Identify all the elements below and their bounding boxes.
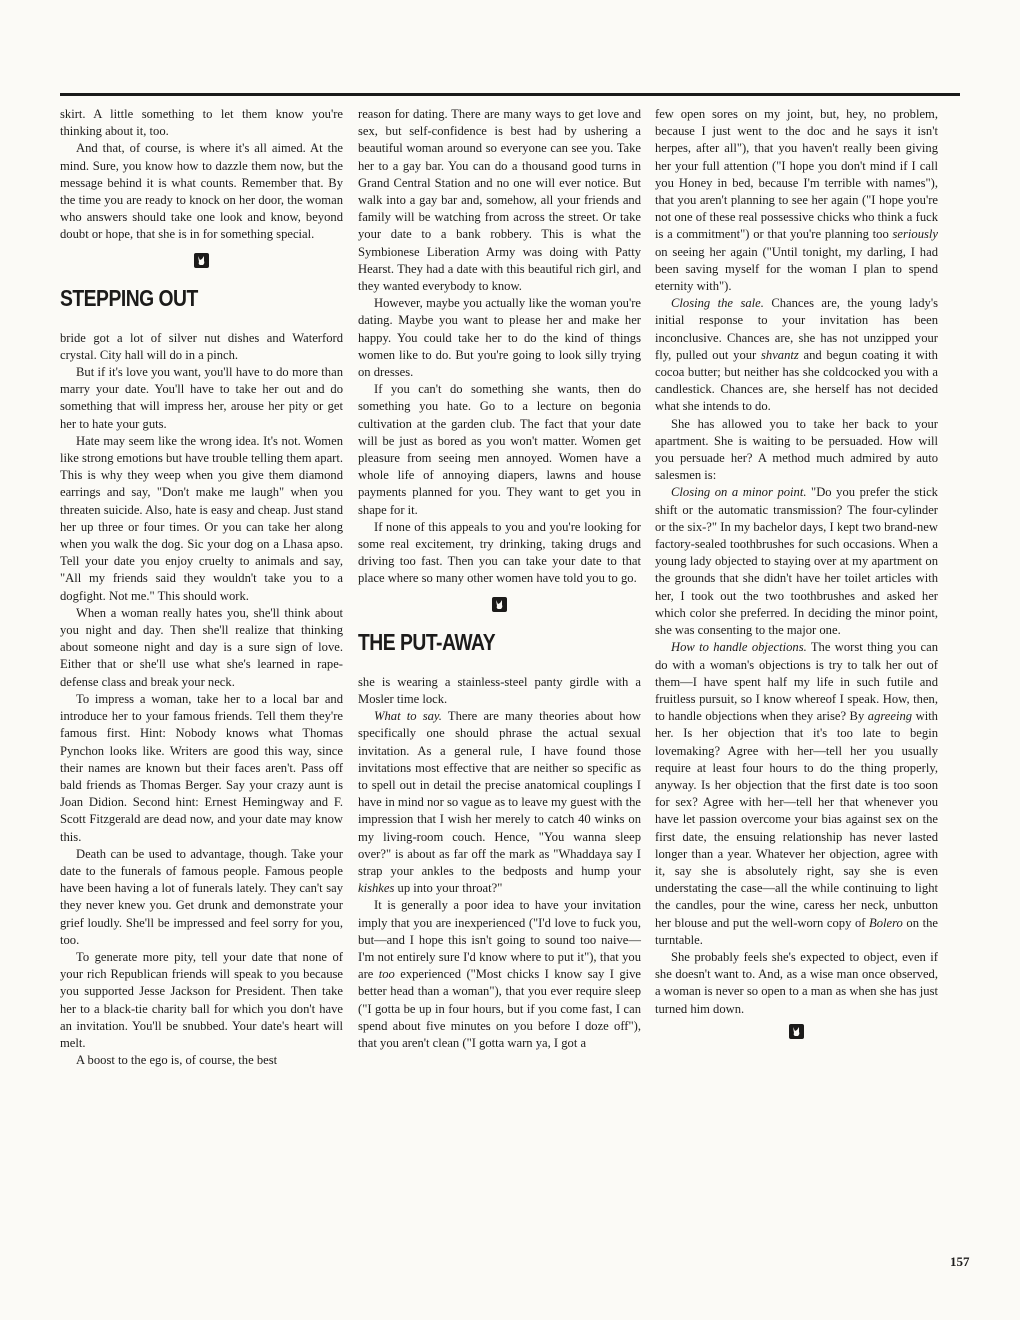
section-heading: THE PUT-AWAY xyxy=(358,628,496,655)
paragraph: But if it's love you want, you'll have to do more than marry your date. You'll have to take her out and do something that will impress her, arouse her pity or get her to hate your guts. xyxy=(60,365,343,431)
top-rule xyxy=(60,93,960,96)
run-in-heading: Closing the sale. xyxy=(671,296,764,311)
rabbit-head-icon xyxy=(789,1024,804,1039)
paragraph xyxy=(358,897,641,1052)
column-1 xyxy=(60,106,343,1069)
italic-word: seriously xyxy=(892,227,938,242)
italic-word: kishkes xyxy=(358,881,395,896)
paragraph: Hate may seem like the wrong idea. It's not. Women like strong emotions but have trouble telling them apart. This is why they weep when you give them diamond earrings and say, "Don't make me laugh" when you threaten suicide. Also, hate is easy and cheap. Just stand her up three or four times. Or you can take her along when you walk the dog. Sic your dog on a Lhasa apso. Tell your date you enjoy cruelty to animals and say, "All my friends said they wouldn't take you to a dogfight. Not me." This should work. xyxy=(60,433,343,603)
paragraph: she is wearing a stainless-steel panty girdle with a Mosler time lock. xyxy=(358,674,641,706)
text-run: "Do you prefer the stick shift or the automatic transmission? The four-cylinder or the six-?" In my bachelor days, I kept two brand-new factory-sealed toothbrushes for such occasions. When a young lady objected to staying over at my apartment on the grounds that she didn't have her toilet articles with her, I took out the two toothbrushes and asked her which color she preferred. In deciding the minor point, she was consenting to the major one. xyxy=(655,485,938,638)
paragraph: skirt. A little something to let them know you're thinking about it, too. xyxy=(60,107,343,139)
text-run: The worst thing you can do with a woman's objections is try to talk her out of them—I have spent half my life in such futile and fruitless pursuit, so I know whereof I speak. How, then, to handle objections when they arise? By xyxy=(655,640,938,724)
text-run: on seeing her again ("Until tonight, my darling, I had been saving myself for the woman I plan to spend eternity with"). xyxy=(655,244,938,294)
text-run: experienced ("Most chicks I know say I give better head than a woman"), that you ever require sleep ("I gotta be up in four hours, but if you come fast, I can spend about five minutes on you before I doze off"), that you aren't clean ("I gotta warn ya, I got a xyxy=(358,967,641,1050)
paragraph: However, maybe you actually like the woman you're dating. Maybe you want to please her and make her happy. You could take her to do the kind of things women like to do. But you're going to look silly trying on dresses. xyxy=(358,296,641,380)
paragraph: If you can't do something she wants, then do something you hate. Go to a lecture on begonia cultivation at the garden club. The fact that your date will be just as bored as you won't matter. Women get pleasure from seeing men annoyed. Women have a whole life of annoying diapers, lawns and house payments planned for you. They want to get you in shape for it. xyxy=(358,382,641,517)
italic-word: agreeing xyxy=(867,709,913,724)
column-2 xyxy=(358,106,641,1052)
rabbit-head-icon xyxy=(194,253,209,268)
text-run: few open sores on my joint, but, hey, no problem, because I just went to the doc and he says it isn't herpes, after all"), that you haven't really been giving her your full attention ("I hope you don't mind if I call you Honey in bed, because I'm terrible with names"), that you aren't planning to see her again ("I hope you're not one of these real possessive chicks who think a fuck is a commitment") or that you're planning too xyxy=(655,107,938,242)
page-number: 157 xyxy=(950,1254,970,1269)
text-run: with her. Is her objection that it's too late to begin lovemaking? Agree with her—tell her you usually require at least four hours to do the thing properly, anyway. Is her objection that the first date is too soon for sex? Agree with her—tell her that whenever you have let passion overcome your bias against sex on the first date, the ensuing relationship has never lasted longer than a year. Whatever her objection, agree with it, say she is absolutely right, say she is even understating the case—all the while continuing to light the candles, pour the wine, caress her neck, unbutton her blouse and put the well-worn copy of xyxy=(655,709,938,930)
paragraph: She has allowed you to take her back to your apartment. She is waiting to be persuaded. How will you persuade her? A method much admired by auto salesmen is: xyxy=(655,416,938,483)
italic-word: too xyxy=(378,967,395,982)
paragraph: And that, of course, is where it's all aimed. At the mind. Sure, you know how to dazzle them now, but the message behind it is what counts. Remember that. By the time you are ready to knock on her door, the woman who answers should take one look and know, beyond doubt or hope, that she is in for something special. xyxy=(60,141,343,242)
text-run: Chances are, the young lady's initial response to your invitation has been inconclusive. Chances are, she has not unzipped your fly, pulled out your xyxy=(655,296,938,362)
text-run: and begun coating it with cocoa butter; but neither has she coldcocked you with a candlestick. Chances are, she herself has not decided what she intends to do. xyxy=(655,347,938,414)
run-in-heading: How to handle objections. xyxy=(671,640,807,655)
run-in-heading: Closing on a minor point. xyxy=(671,485,807,500)
section-heading: STEPPING OUT xyxy=(60,284,198,311)
italic-word: shvantz xyxy=(761,347,799,362)
paragraph xyxy=(655,484,938,639)
run-in-heading: What to say. xyxy=(374,709,442,724)
paragraph: A boost to the ego is, of course, the best xyxy=(76,1053,278,1068)
text-run: There are many theories about how specifically one should phrase the actual sexual invitation. As a general rule, I have found those invitations most effective that are neither so specific as to spell out in detail the precise anatomical couplings I have in mind nor so vague as to leave my guest with the impression that I wish her merely to catch 40 winks on my living-room couch. Hence, "You wanna sleep over?" is about as far off the mark as "Whaddaya say I strap your ankles to the bedposts and hump your xyxy=(358,709,641,878)
paragraph: To generate more pity, tell your date that none of your rich Republican friends will speak to you because you supported Jesse Jackson for President. Then take her to a black-tie charity ball for which you don't have an invitation. You'll be snubbed. Your date's heart will melt. xyxy=(60,949,343,1050)
rabbit-head-icon xyxy=(492,597,507,612)
text-run: on the turntable. xyxy=(655,915,938,947)
paragraph: She probably feels she's expected to object, even if she doesn't want to. And, as a wise man once observed, a woman is never so open to a man as when she has just turned him down. xyxy=(655,949,938,1016)
column-3 xyxy=(655,106,938,1039)
paragraph xyxy=(655,639,938,949)
paragraph xyxy=(655,106,938,295)
paragraph: reason for dating. There are many ways to get love and sex, but self-confidence is best had by ushering a beautiful woman around so everyone can see you. Take her to a gay bar. You can do a thousand good turns in Grand Central Station and no one will ever notice. But walk into a gay bar and, somehow, all your friends and family will be watching from across the street. Or take your date to a bank robbery. This is what the Symbionese Liberation Army was doing with Patty Hearst. They had a date with this beautiful rich girl, and they wanted everybody to know. xyxy=(358,107,641,294)
paragraph: If none of this appeals to you and you're looking for some real excitement, try drinking, taking drugs and driving too fast. Then you can take your date to that place where so many other women have told you to go. xyxy=(358,519,641,586)
paragraph: When a woman really hates you, she'll think about you night and day. Then she'll realize that thinking about someone night and day is a sure sign of love. Either that or she'll use what she's learned in rape-defense class and break your neck. xyxy=(60,605,343,689)
paragraph: bride got a lot of silver nut dishes and Waterford crystal. City hall will do in a pinch. xyxy=(60,330,343,362)
text-run: It is generally a poor idea to have your invitation imply that you are inexperienced ("I'd love to fuck you, but—and I hope this isn't going to sound too naive—I'm not entirely sure I'd know where to put it"), that you are xyxy=(358,898,641,982)
paragraph: To impress a woman, take her to a local bar and introduce her to your famous friends. Tell them they're famous first. Hint: Nobody knows what Thomas Pynchon looks like. Writers are good this way, since their names are known but their faces aren't. Pass off bald friends as Thomas Berger. Say your crazy aunt is Joan Didion. Second hint: Ernest Hemingway and F. Scott Fitzgerald are dead now, and your date may know this. xyxy=(60,691,343,844)
italic-word: Bolero xyxy=(869,915,903,930)
paragraph: Death can be used to advantage, though. Take your date to the funerals of famous people. Famous people have been having a lot of funerals lately. They can't say they never knew you. Get drunk and demonstrate your grief loudly. She'll be impressed and feel sorry for you, too. xyxy=(60,846,343,947)
paragraph xyxy=(655,295,938,415)
text-run: up into your throat?" xyxy=(394,881,503,896)
paragraph xyxy=(358,708,641,897)
